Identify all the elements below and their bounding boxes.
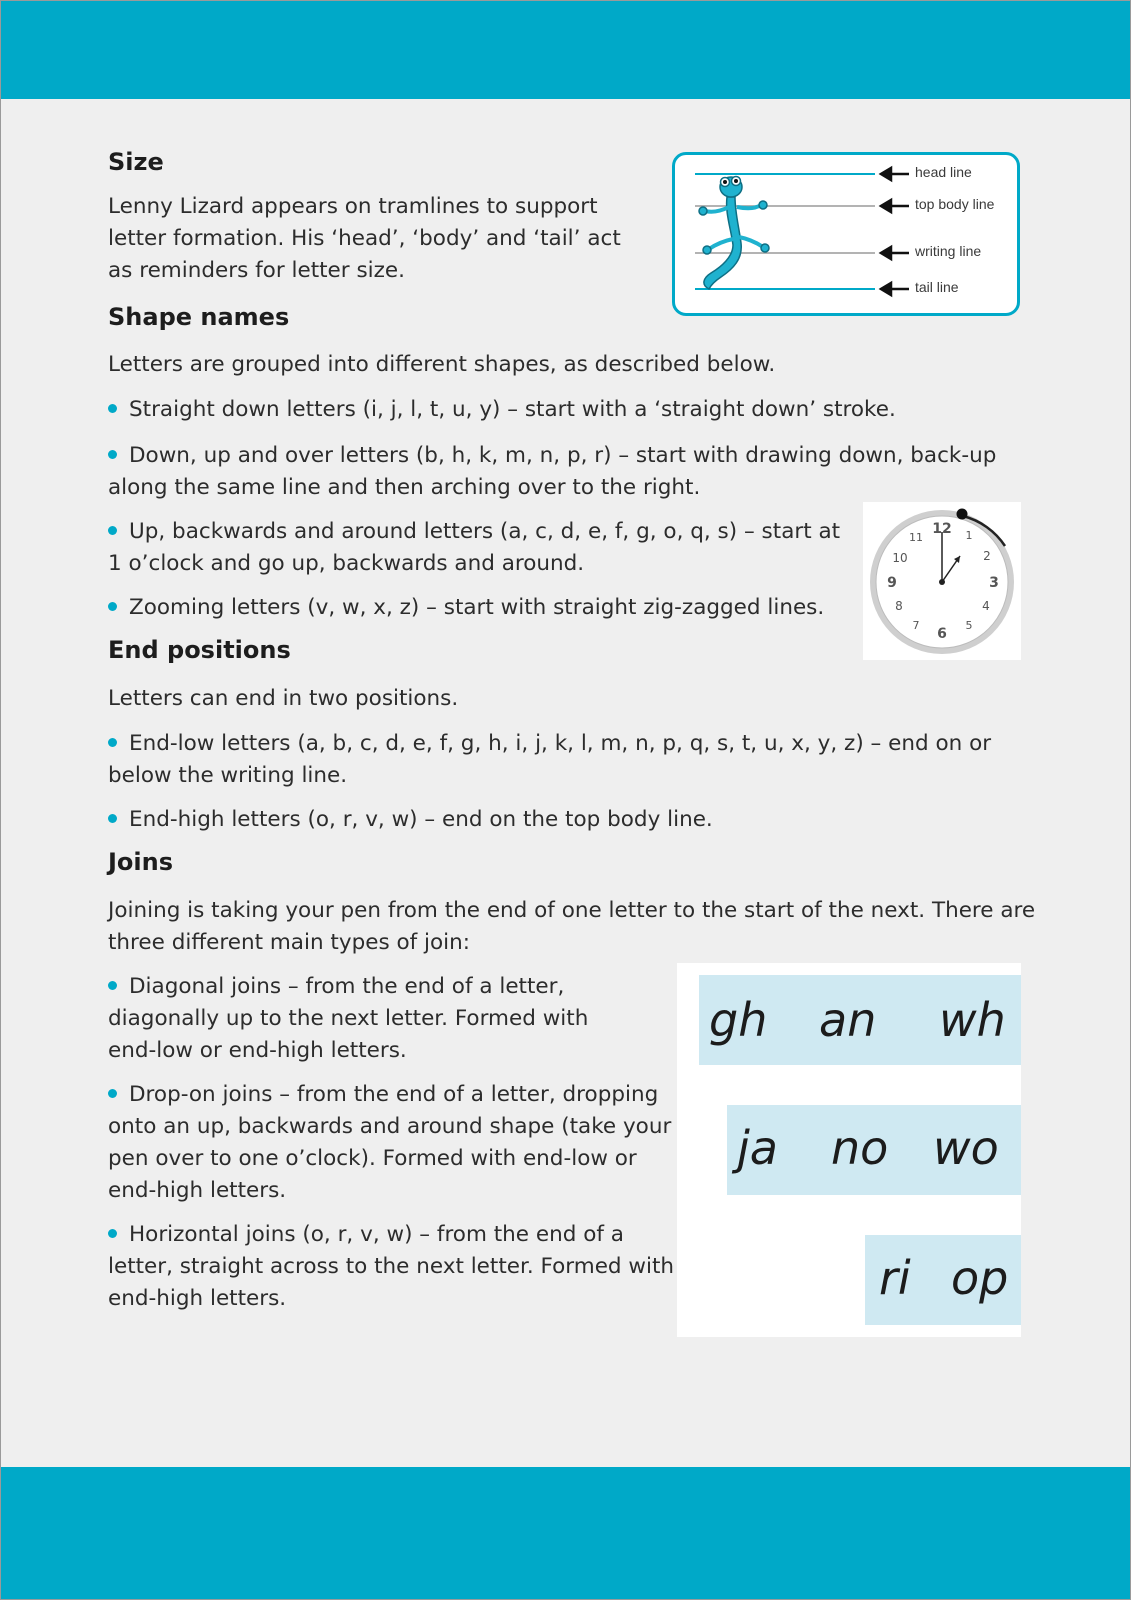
join-example: ja [737,1121,778,1175]
shape-bullet [108,516,848,580]
join-example: wo [933,1121,999,1175]
clock-number: 12 [932,521,952,537]
bullet-text: along the same line and then arching over to the right. [108,475,701,500]
join-example: wh [939,993,1006,1047]
bottom-banner [1,1467,1131,1600]
bullet-text: pen over to one o’clock). Formed with end-low or [108,1146,637,1171]
shape-bullet [108,440,1008,504]
head-line-label: head line [915,164,972,180]
bullet-text: end-low or end-high letters. [108,1038,407,1063]
bullet-text: Diagonal joins – from the end of a letter, [129,974,565,999]
join-example: ri [879,1251,911,1305]
bullet-icon [108,1089,117,1098]
bullet-icon [108,404,117,413]
horizontal-joins-strip [865,1235,1021,1325]
bullet-icon [108,738,117,747]
bullet-text: onto an up, backwards and around shape (take your [108,1114,672,1139]
bullet-icon [108,1229,117,1238]
tramline-diagram [672,152,1020,316]
bullet-text: End-low letters (a, b, c, d, e, f, g, h, i, j, k, l, m, n, p, q, s, t, u, x, y, z) – end on or [129,731,992,756]
bullet-text: End-high letters (o, r, v, w) – end on the top body line. [129,807,713,832]
join-example: no [831,1121,889,1175]
top-body-line-label: top body line [915,196,995,212]
bullet-text: letter, straight across to the next letter. Formed with [108,1254,675,1279]
shape-names-heading: Shape names [108,303,290,331]
bullet-text: 1 o’clock and go up, backwards and around. [108,551,585,576]
bullet-icon [108,602,117,611]
clock-number: 3 [989,575,999,591]
end-bullet [108,728,1008,792]
clock-number: 4 [982,599,990,613]
bullet-text: end-high letters. [108,1178,287,1203]
arrow-icons [881,168,909,295]
joins-intro-line: Joining is taking your pen from the end of one letter to the start of the next. There are [108,898,1036,923]
joins-intro [108,895,1036,959]
bullet-text: Straight down letters (i, j, l, t, u, y) – start with a ‘straight down’ stroke. [129,397,896,422]
bullet-text: below the writing line. [108,763,348,788]
diagonal-joins-strip [699,975,1021,1065]
join-example: an [819,993,877,1047]
size-line: letter formation. His ‘head’, ‘body’ and ‘tail’ act [108,226,621,251]
clock-number: 9 [887,575,897,591]
bullet-text: Up, backwards and around letters (a, c, d, e, f, g, o, q, s) – start at [129,519,841,544]
start-dot [957,509,968,520]
joins-heading: Joins [108,848,174,876]
clock-number: 11 [909,531,923,544]
bullet-text: diagonally up to the next letter. Formed with [108,1006,589,1031]
size-paragraph [108,191,668,287]
bullet-icon [108,981,117,990]
bullet-icon [108,814,117,823]
clock-illustration [863,502,1021,660]
joins-intro-line: three different main types of join: [108,930,471,955]
end-positions-intro: Letters can end in two positions. [108,686,459,711]
shape-names-intro: Letters are grouped into different shapes, as described below. [108,352,776,377]
joins-bullet [108,1079,672,1207]
clock-number: 8 [895,599,903,613]
join-example: gh [709,993,768,1047]
drop-on-joins-strip [727,1105,1021,1195]
bullet-text: Down, up and over letters (b, h, k, m, n, p, r) – start with drawing down, back-up [129,443,997,468]
bullet-icon [108,526,117,535]
size-heading: Size [108,148,164,176]
joins-bullet [108,1219,675,1315]
bullet-text: Zooming letters (v, w, x, z) – start with straight zig-zagged lines. [129,595,825,620]
size-line: Lenny Lizard appears on tramlines to support [108,194,598,219]
bullet-text: end-high letters. [108,1286,287,1311]
bullet-text: Horizontal joins (o, r, v, w) – from the end of a [129,1222,624,1247]
end-positions-heading: End positions [108,636,291,664]
joins-examples [677,963,1021,1337]
size-line: as reminders for letter size. [108,258,405,283]
top-banner [1,1,1131,99]
writing-line-label: writing line [915,243,982,259]
end-bullet [108,804,1008,836]
shape-bullet [108,394,1008,426]
clock-icon [863,502,1021,660]
joins-bullet [108,971,658,1067]
bullet-icon [108,450,117,459]
join-example: op [951,1251,1009,1305]
clock-number: 5 [965,619,973,632]
shape-bullet [108,592,848,624]
clock-number: 6 [937,626,947,642]
bullet-text: Drop-on joins – from the end of a letter, dropping [129,1082,659,1107]
tail-line-label: tail line [915,279,959,295]
clock-number: 2 [983,549,991,563]
clock-number: 7 [912,619,920,632]
lizard-icon [699,177,769,290]
clock-number: 10 [892,551,908,565]
clock-number: 1 [965,529,973,542]
